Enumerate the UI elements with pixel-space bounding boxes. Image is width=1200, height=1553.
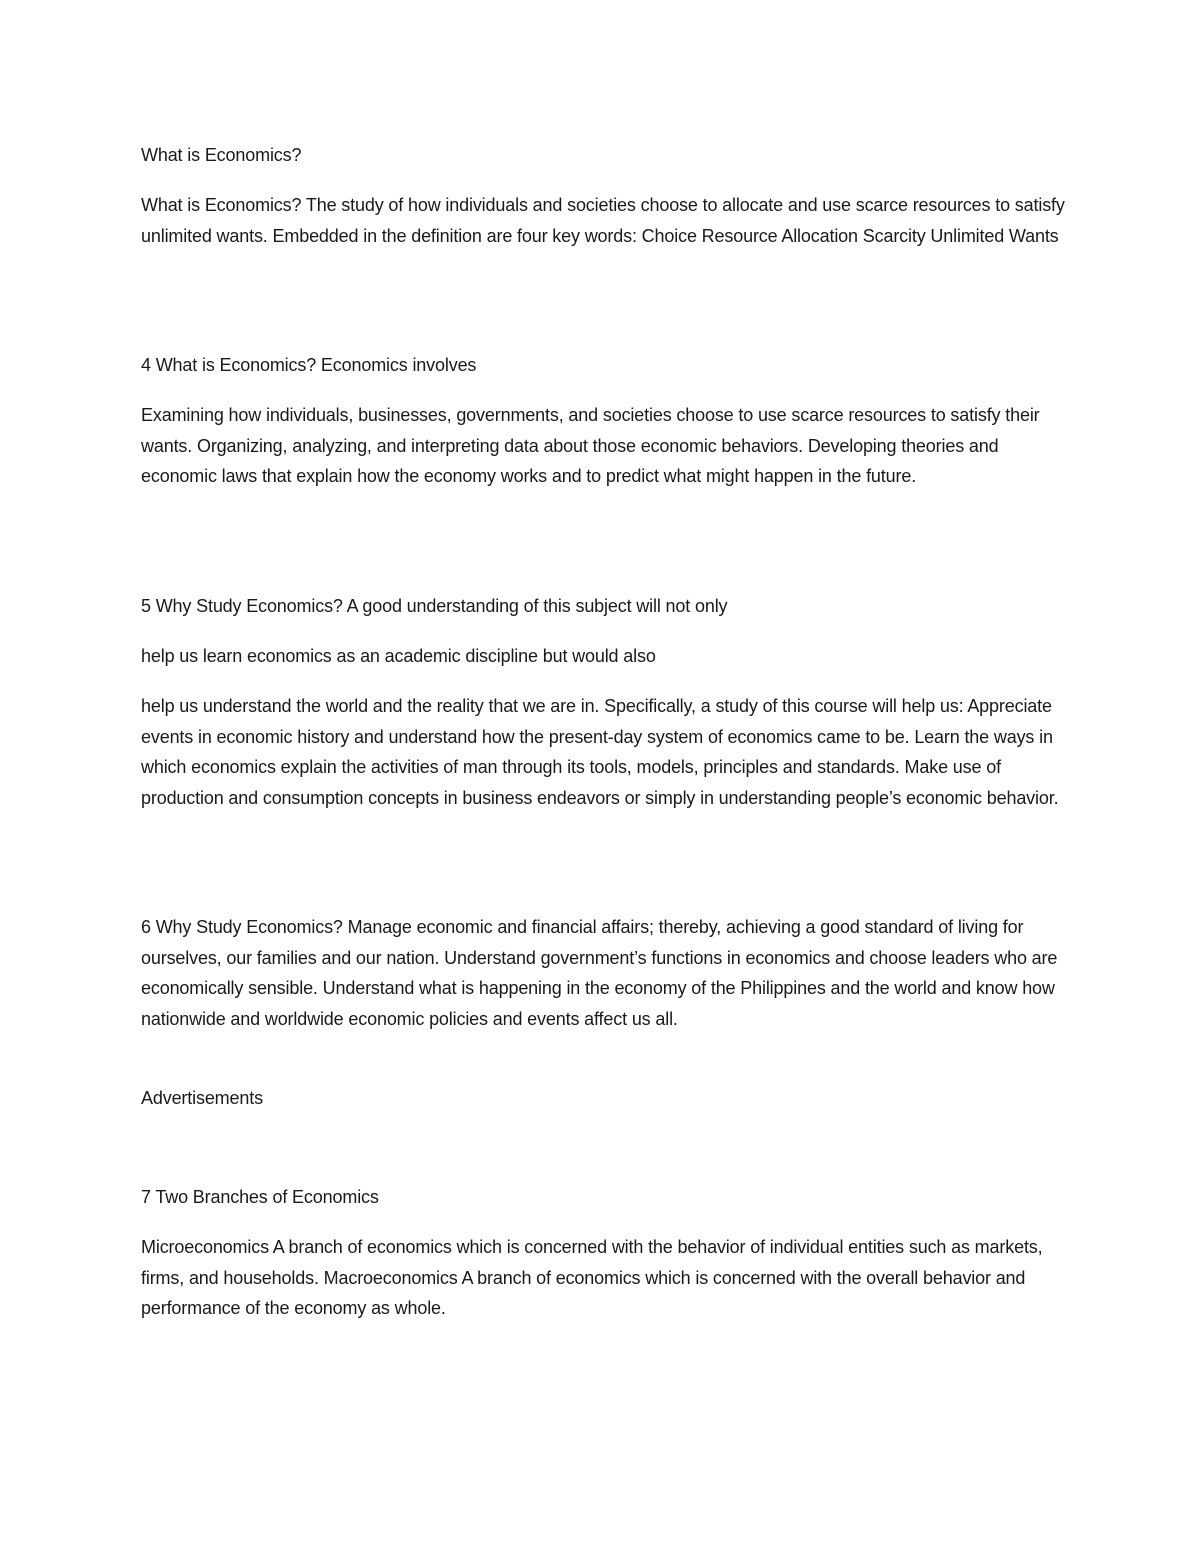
paragraph-understand-world: help us understand the world and the reality that we are in. Specifically, a study of this course will help us: Appreciate events in economic history and understand how the present-day system of economics came to be. Learn the ways in which economics explain the activities of man through its tools, models, principles and standards. Make use of production and consumption concepts in business endeavors or simply in understanding people’s economic behavior. xyxy=(141,696,1059,808)
heading-why-study-5: 5 Why Study Economics? A good understanding of this subject will not only xyxy=(141,596,728,616)
heading-what-is-economics: What is Economics? xyxy=(141,145,302,165)
paragraph-academic-discipline: help us learn economics as an academic discipline but would also xyxy=(141,646,656,666)
paragraph-examining: Examining how individuals, businesses, governments, and societies choose to use scarce resources to satisfy their wants. Organizing, analyzing, and interpreting data about those economic behaviors. Developing theories and economic laws that explain how the economy works and to predict what might happen in the future. xyxy=(141,405,1040,486)
paragraph-definition: What is Economics? The study of how individuals and societies choose to allocate and use scarce resources to satisfy unlimited wants. Embedded in the definition are four key words: Choice Resource Allocation Scarcity Unlimited Wants xyxy=(141,195,1065,246)
paragraph-why-study-6: 6 Why Study Economics? Manage economic and financial affairs; thereby, achieving a good standard of living for ourselves, our families and our nation. Understand government’s functions in economics and choose leaders who are economically sensible. Understand what is happening in the economy of the Philippines and the world and know how nationwide and worldwide economic policies and events affect us all. xyxy=(141,917,1058,1029)
advertisements-label: Advertisements xyxy=(141,1088,263,1108)
paragraph-branches: Microeconomics A branch of economics which is concerned with the behavior of individual entities such as markets, firms, and households. Macroeconomics A branch of economics which is concerned with the overall behavior and performance of the economy as whole. xyxy=(141,1237,1043,1318)
heading-economics-involves: 4 What is Economics? Economics involves xyxy=(141,355,477,375)
heading-two-branches: 7 Two Branches of Economics xyxy=(141,1187,379,1207)
